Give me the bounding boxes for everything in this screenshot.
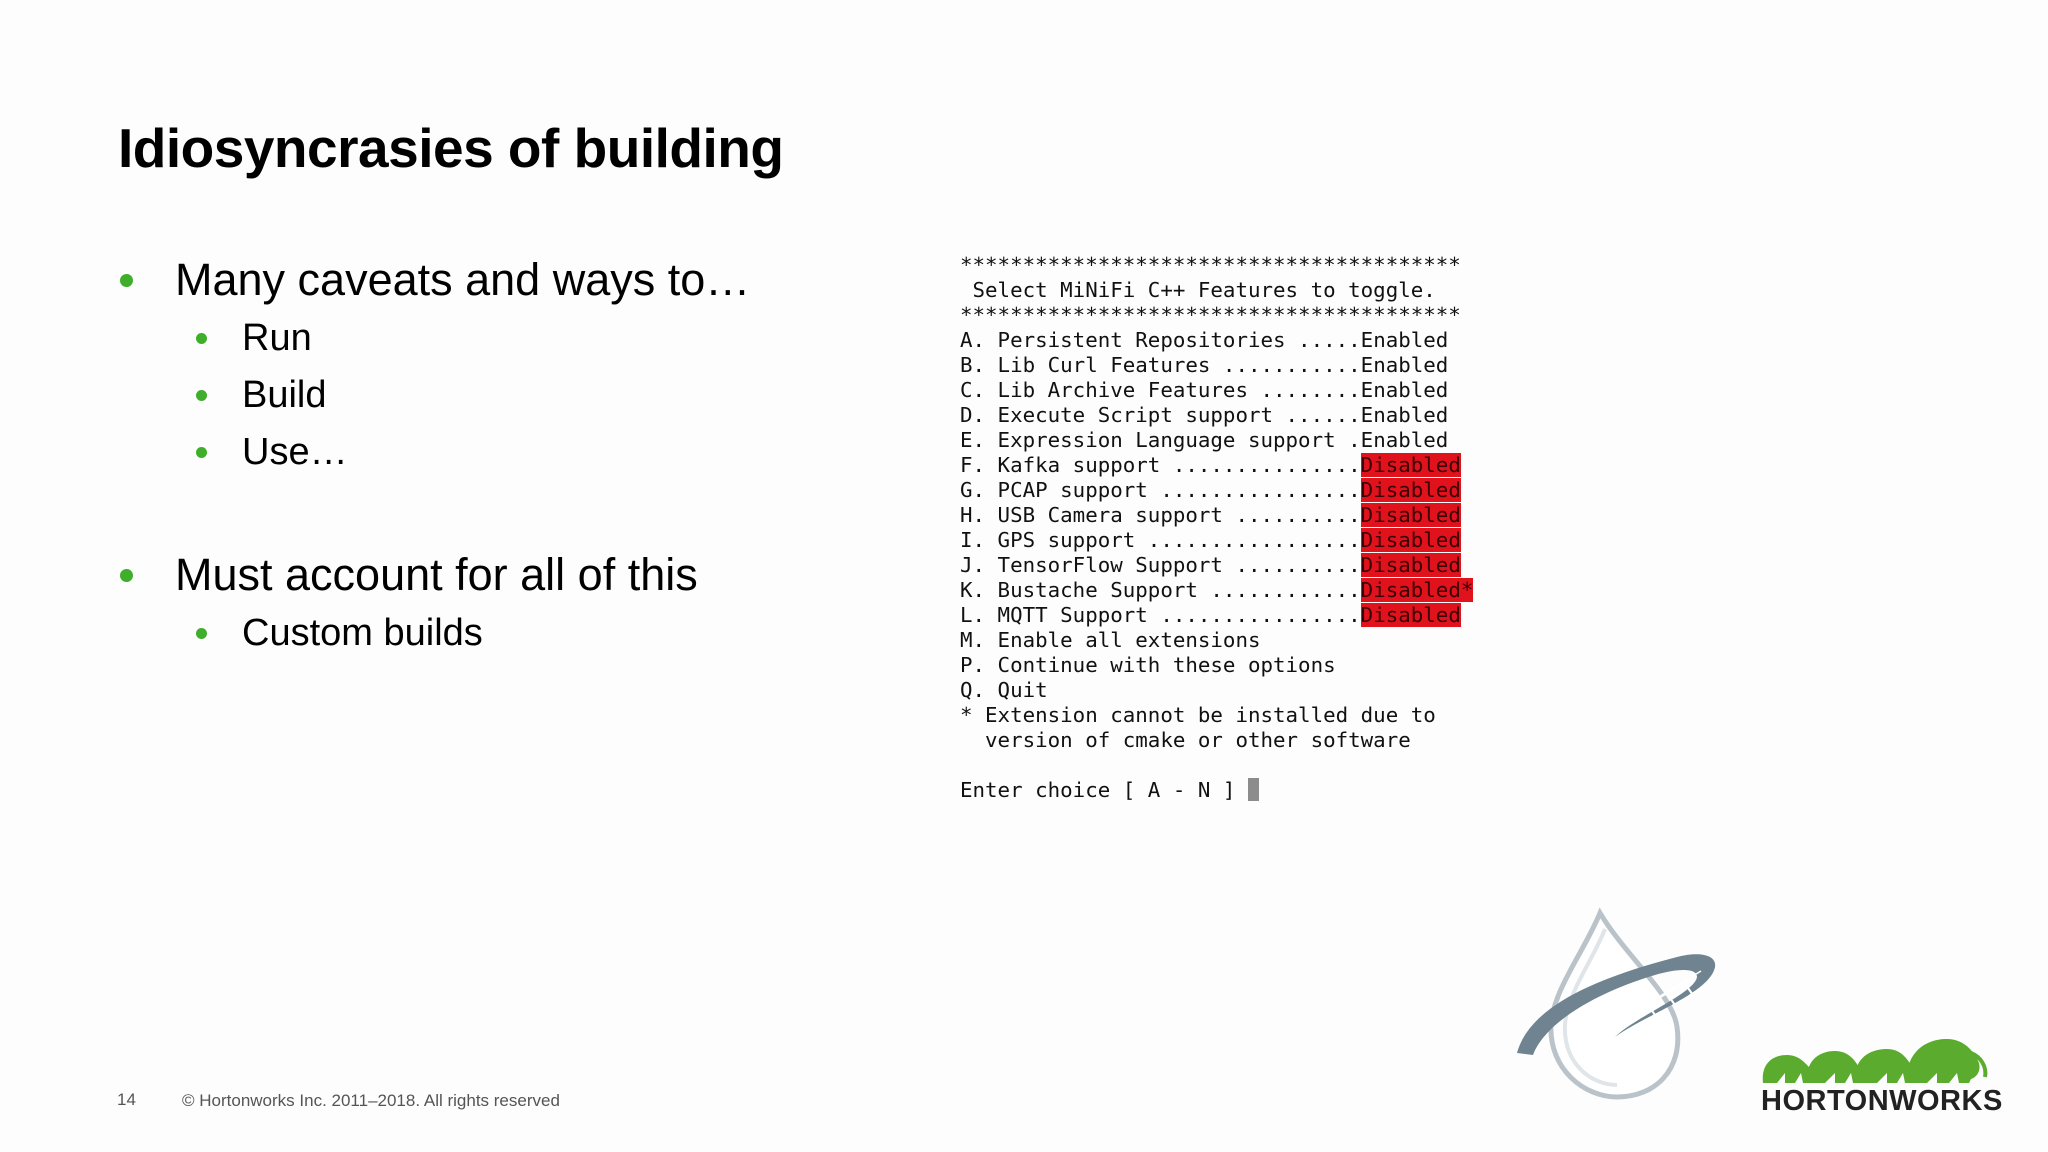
status-disabled: Disabled <box>1360 478 1461 502</box>
status-disabled: Disabled <box>1360 503 1461 527</box>
sub-bullet-text: Custom builds <box>242 612 483 654</box>
terminal-line-text: K. Bustache Support ............ <box>960 578 1361 602</box>
terminal-line-text: P. Continue with these options <box>960 653 1336 677</box>
sub-bullet-text: Run <box>242 317 312 359</box>
terminal-line <box>960 778 1473 803</box>
terminal-line <box>960 578 1473 603</box>
sub-bullet-item <box>118 424 938 481</box>
copyright-text: © Hortonworks Inc. 2011–2018. All rights reserved <box>182 1091 560 1110</box>
bullet-text: Many caveats and ways to… <box>175 254 751 305</box>
terminal-line <box>960 428 1473 453</box>
terminal-line-text: L. MQTT Support ................ <box>960 603 1361 627</box>
sub-bullet-item <box>118 310 938 367</box>
status-enabled: Enabled <box>1360 328 1449 352</box>
terminal-line <box>960 378 1473 403</box>
terminal-line-text: B. Lib Curl Features ........... <box>960 353 1361 377</box>
terminal-line-text: I. GPS support ................. <box>960 528 1361 552</box>
terminal-line-text: version of cmake or other software <box>960 728 1411 752</box>
elephant-herd-icon <box>1755 1025 1990 1085</box>
terminal-screenshot <box>960 253 1473 803</box>
terminal-line-text: Enter choice [ A - N ] <box>960 778 1248 802</box>
status-disabled: Disabled <box>1360 453 1461 477</box>
terminal-line <box>960 403 1473 428</box>
bullet-item <box>118 545 938 605</box>
terminal-line-text: A. Persistent Repositories ..... <box>960 328 1361 352</box>
bullet-text: Must account for all of this <box>175 549 698 600</box>
terminal-line-text: D. Execute Script support ...... <box>960 403 1361 427</box>
terminal-line <box>960 753 1473 778</box>
terminal-line-text: Select MiNiFi C++ Features to toggle. <box>960 278 1436 302</box>
terminal-line <box>960 278 1473 303</box>
terminal-line <box>960 678 1473 703</box>
status-disabled: Disabled <box>1360 603 1461 627</box>
bullet-item <box>118 250 938 310</box>
terminal-line <box>960 328 1473 353</box>
terminal-line-text: G. PCAP support ................ <box>960 478 1361 502</box>
bullet-list <box>118 250 938 662</box>
brand-name: HORTONWORKS <box>1761 1085 2003 1117</box>
terminal-line-text: Q. Quit <box>960 678 1048 702</box>
terminal-line-text: **************************************** <box>960 253 1461 277</box>
terminal-line-text: E. Expression Language support . <box>960 428 1361 452</box>
bullet-dot-icon <box>196 333 207 344</box>
terminal-line <box>960 353 1473 378</box>
sub-bullet-text: Build <box>242 374 327 416</box>
terminal-line <box>960 653 1473 678</box>
bullet-dot-icon <box>196 390 207 401</box>
status-enabled: Enabled <box>1360 403 1449 427</box>
page-number: 14 <box>117 1090 136 1109</box>
terminal-line <box>960 703 1473 728</box>
terminal-line-text: H. USB Camera support .......... <box>960 503 1361 527</box>
bullet-dot-icon <box>120 569 133 582</box>
terminal-line <box>960 303 1473 328</box>
terminal-line-text: F. Kafka support ............... <box>960 453 1361 477</box>
terminal-line <box>960 503 1473 528</box>
sub-bullet-item <box>118 367 938 424</box>
status-enabled: Enabled <box>1360 378 1449 402</box>
terminal-line <box>960 528 1473 553</box>
status-disabled: Disabled <box>1360 528 1461 552</box>
terminal-line-text: **************************************** <box>960 303 1461 327</box>
terminal-cursor-icon[interactable] <box>1248 778 1259 801</box>
sub-bullet-item <box>118 605 938 662</box>
status-enabled: Enabled <box>1360 353 1449 377</box>
terminal-line <box>960 728 1473 753</box>
terminal-line-text: J. TensorFlow Support .......... <box>960 553 1361 577</box>
terminal-line <box>960 453 1473 478</box>
status-disabled: Disabled <box>1360 553 1461 577</box>
status-enabled: Enabled <box>1360 428 1449 452</box>
terminal-line-text: C. Lib Archive Features ........ <box>960 378 1361 402</box>
terminal-line <box>960 478 1473 503</box>
terminal-line <box>960 603 1473 628</box>
terminal-line <box>960 628 1473 653</box>
status-disabled: Disabled* <box>1360 578 1474 602</box>
terminal-line <box>960 253 1473 278</box>
bullet-dot-icon <box>196 447 207 458</box>
slide-title: Idiosyncrasies of building <box>118 117 784 179</box>
terminal-line-text: * Extension cannot be installed due to <box>960 703 1436 727</box>
hortonworks-logo <box>1755 1025 2003 1145</box>
sub-bullet-text: Use… <box>242 431 348 473</box>
bullet-dot-icon <box>120 274 133 287</box>
terminal-line <box>960 553 1473 578</box>
terminal-line-text: M. Enable all extensions <box>960 628 1261 652</box>
bullet-dot-icon <box>196 628 207 639</box>
minifi-drop-icon <box>1505 905 1730 1105</box>
